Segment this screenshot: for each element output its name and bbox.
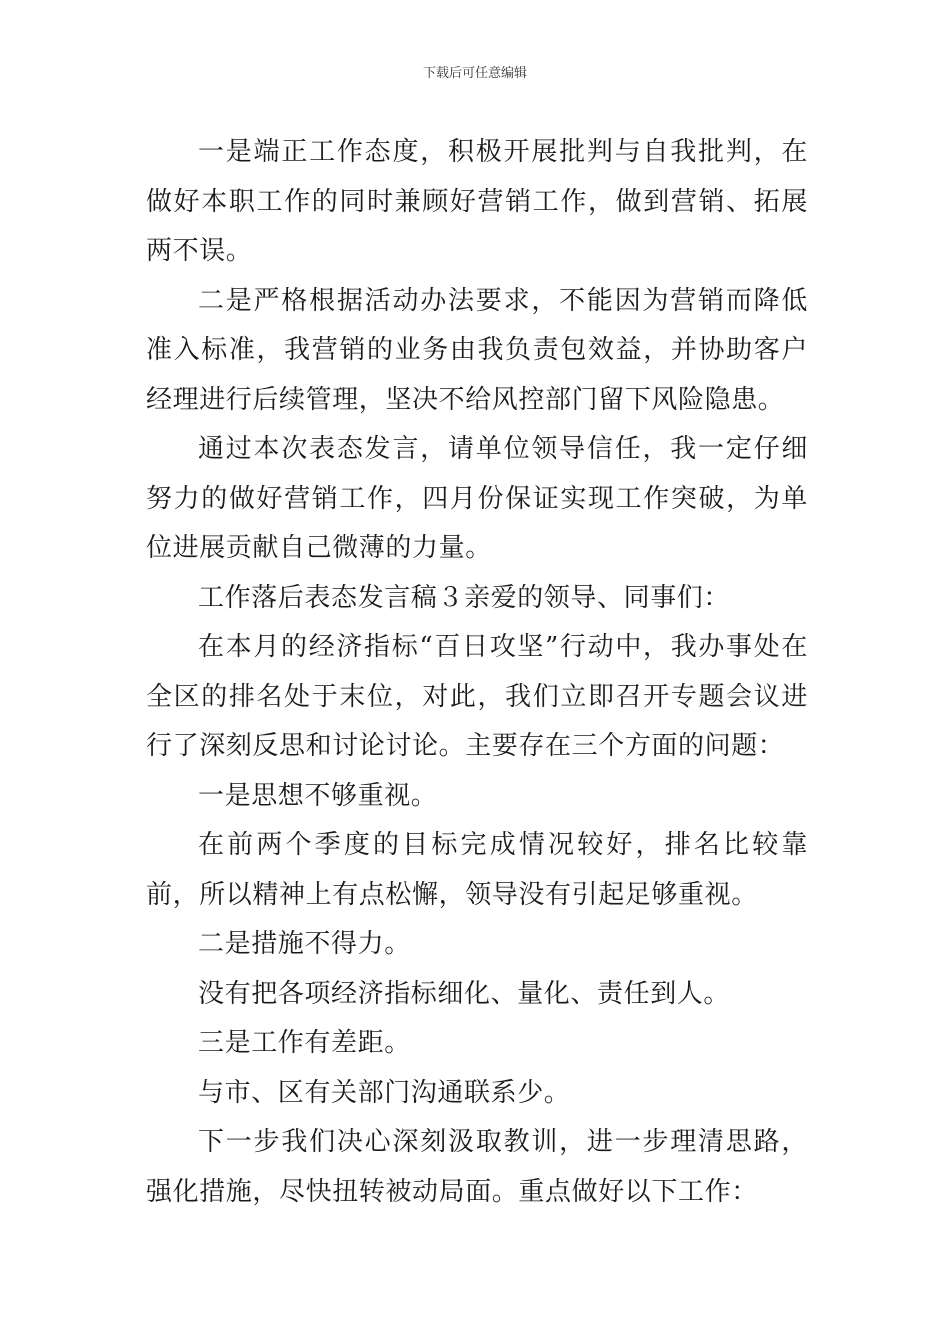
document-body (146, 128, 808, 1217)
paragraph-10: 三是工作有差距。 (198, 1028, 411, 1058)
paragraph-4: 工作落后表态发言稿３亲爱的领导、同事们： (198, 582, 731, 613)
paragraph-9: 没有把各项经济指标细化、量化、责任到人。 (198, 978, 731, 1009)
paragraph-5: 在本月的经济指标“百日攻坚”行动中，我办事处在全区的排名处于末位，对此，我们立即召开专题会议进行了深刻反思和讨论讨论。主要存在三个方面的问题： (146, 632, 808, 761)
paragraph-11: 与市、区有关部门沟通联系少。 (198, 1077, 571, 1108)
paragraph-12: 下一步我们决心深刻汲取教训，进一步理清思路，强化措施，尽快扭转被动局面。重点做好以下工作： (146, 1127, 808, 1207)
paragraph-3: 通过本次表态发言，请单位领导信任，我一定仔细努力的做好营销工作，四月份保证实现工作突破，为单位进展贡献自己微薄的力量。 (146, 434, 808, 563)
paragraph-7: 在前两个季度的目标完成情况较好，排名比较靠前，所以精神上有点松懈，领导没有引起足够重视。 (146, 830, 808, 910)
paragraph-8: 二是措施不得力。 (198, 929, 411, 959)
paragraph-6: 一是思想不够重视。 (198, 780, 438, 811)
paragraph-2: 二是严格根据活动办法要求，不能因为营销而降低准入标准，我营销的业务由我负责包效益，并协助客户经理进行后续管理，坚决不给风控部门留下风险隐患。 (146, 285, 808, 415)
page-header: 下载后可任意编辑 (422, 66, 527, 81)
paragraph-1: 一是端正工作态度，积极开展批判与自我批判，在做好本职工作的同时兼顾好营销工作，做到营销、拓展两不误。 (146, 137, 808, 266)
